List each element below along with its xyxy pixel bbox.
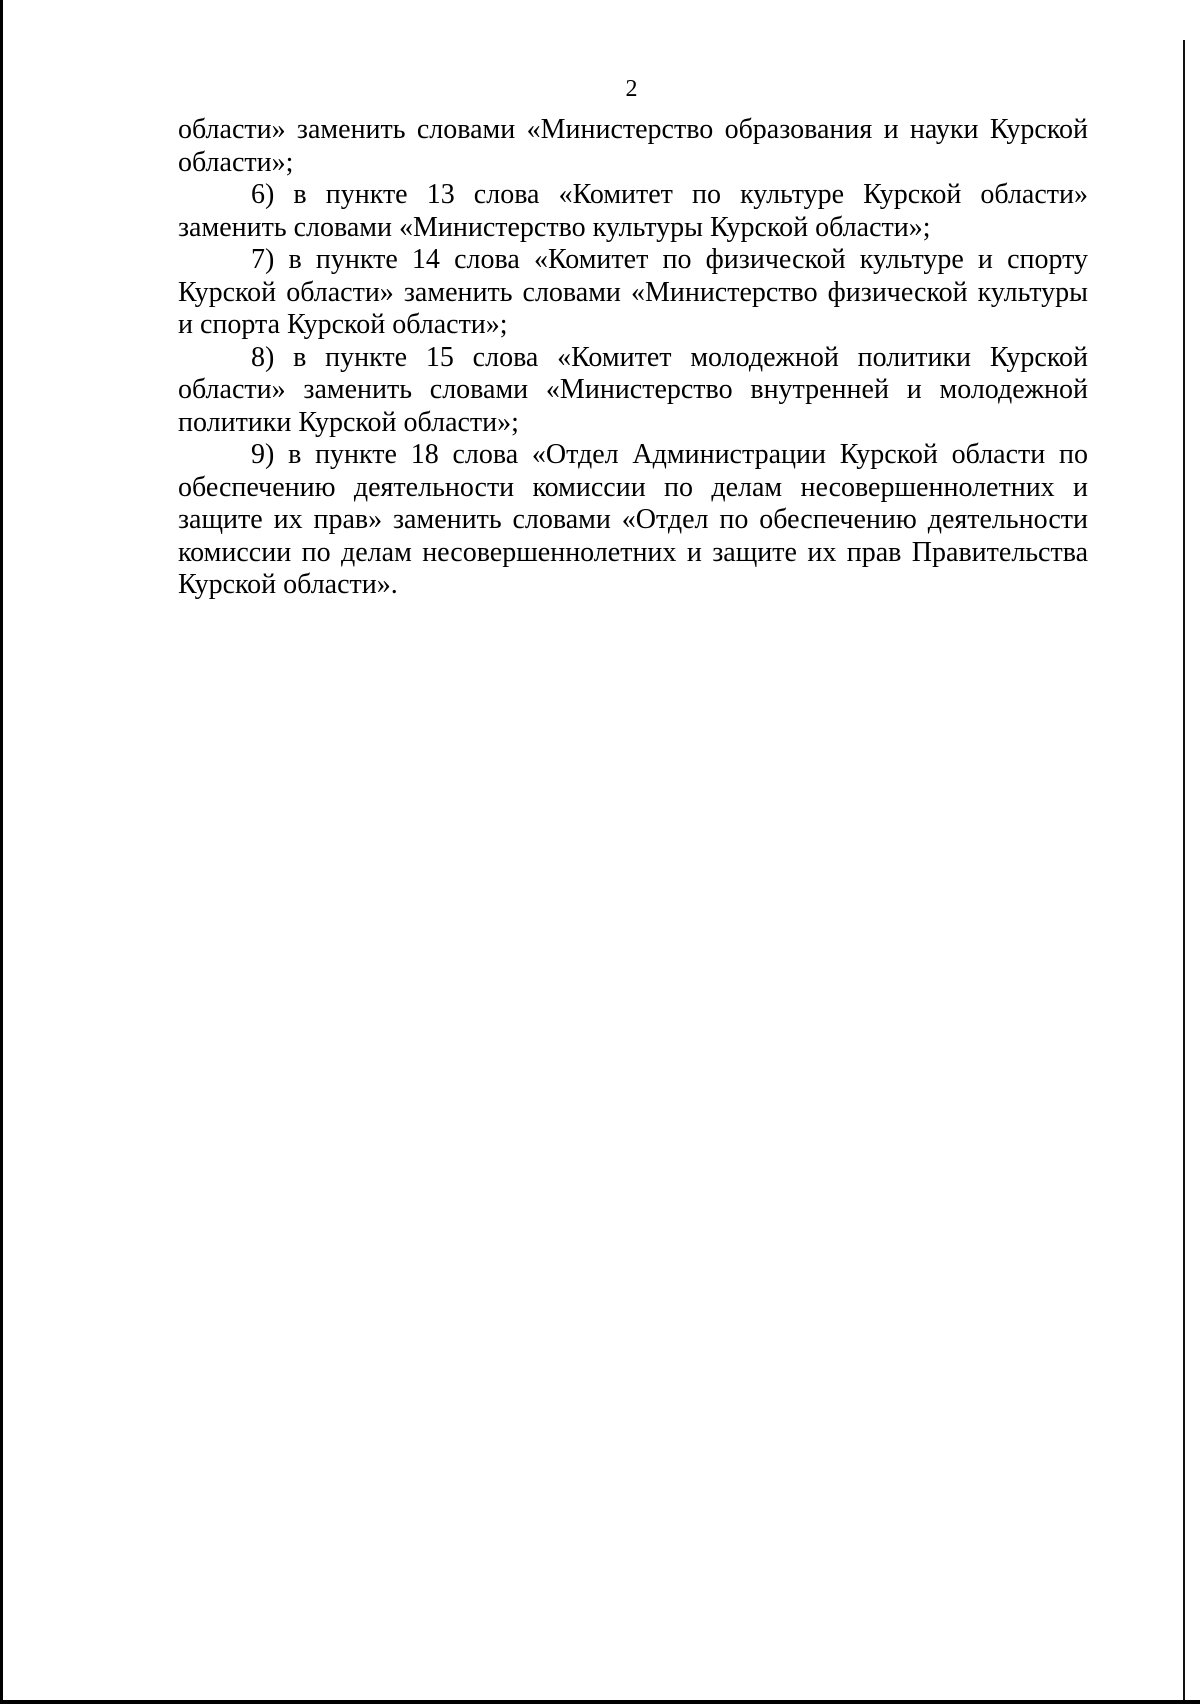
paragraph-continuation: области» заменить словами «Министерство образования и науки Курской области»; <box>178 114 1088 178</box>
scan-border-right <box>1183 40 1185 1704</box>
scan-border-bottom <box>0 1700 1200 1704</box>
paragraph-item-7: 7) в пункте 14 слова «Комитет по физической культуре и спорту Курской области» заменить словами «Министерство физической культуры и спорта Курской области»; <box>178 244 1088 340</box>
paragraph-item-6: 6) в пункте 13 слова «Комитет по культуре Курской области» заменить словами «Министерство культуры Курской области»; <box>178 179 1088 243</box>
scan-border-left <box>0 0 3 1704</box>
page-number: 2 <box>625 76 638 102</box>
paragraph-item-8: 8) в пункте 15 слова «Комитет молодежной политики Курской области» заменить словами «Министерство внутренней и молодежной политики Курской области»; <box>178 341 1088 438</box>
document-body <box>178 114 1088 602</box>
paragraph-item-9: 9) в пункте 18 слова «Отдел Администрации Курской области по обеспечению деятельности комиссии по делам несовершеннолетних и защите их прав» заменить словами «Отдел по обеспечению деятельности комиссии по делам несовершеннолетних и защите их прав Правительства Курской области». <box>178 439 1088 600</box>
